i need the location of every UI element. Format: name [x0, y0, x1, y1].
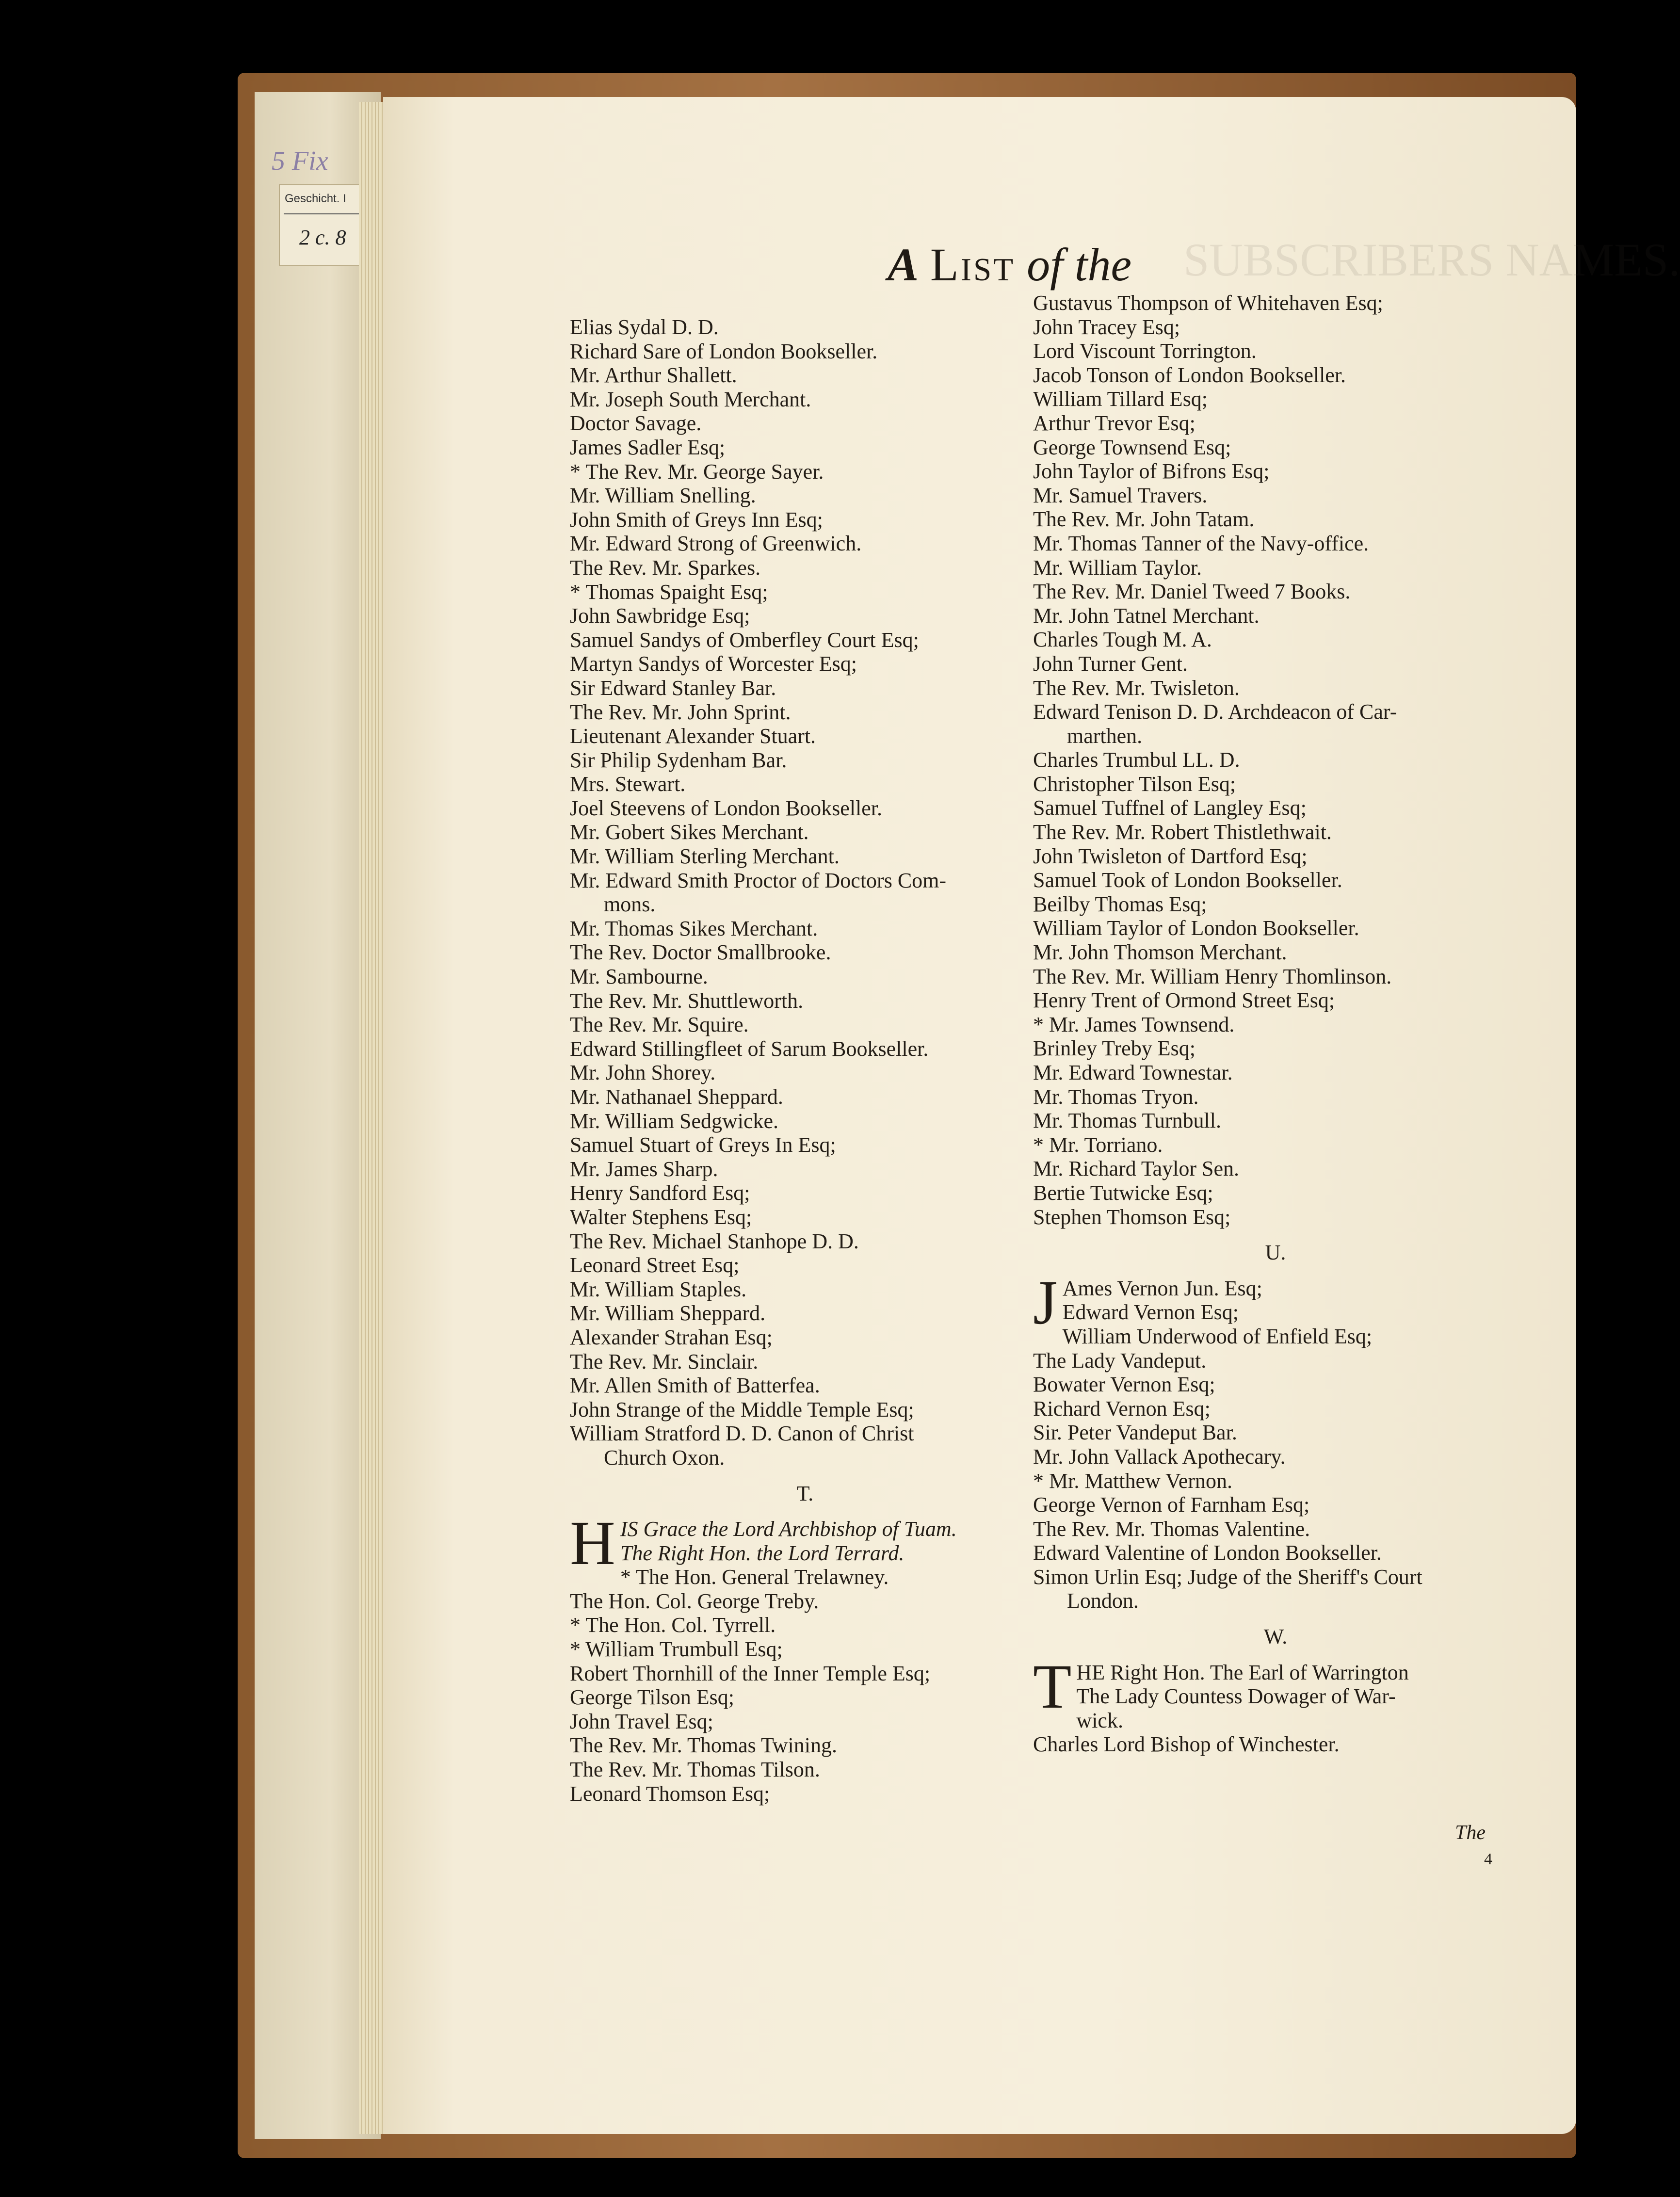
list-item: Henry Sandford Esq;: [570, 1181, 750, 1205]
list-item: Elias Sydal D. D.: [570, 315, 719, 339]
list-item: Henry Trent of Ormond Street Esq;: [1033, 988, 1335, 1013]
signature-mark: 4: [1484, 1850, 1492, 1868]
list-item: Mr. William Staples.: [570, 1277, 747, 1301]
list-item: Walter Stephens Esq;: [570, 1205, 752, 1229]
title-of-the: of the: [1027, 239, 1132, 291]
list-item: Mr. Allen Smith of Batterfea.: [570, 1373, 820, 1398]
list-item: The Rev. Mr. Robert Thistlethwait.: [1033, 820, 1332, 844]
list-item: John Tracey Esq;: [1033, 315, 1180, 339]
list-item: Jacob Tonson of London Bookseller.: [1033, 363, 1346, 387]
list-item: Samuel Sandys of Omberfley Court Esq;: [570, 628, 919, 652]
list-item: William Stratford D. D. Canon of Christ: [570, 1422, 914, 1446]
list-item: John Sawbridge Esq;: [570, 604, 750, 628]
list-item: Gustavus Thompson of Whitehaven Esq;: [1033, 291, 1383, 315]
list-item: Bowater Vernon Esq;: [1033, 1373, 1215, 1397]
list-item: Mr. Gobert Sikes Merchant.: [570, 820, 809, 844]
list-item: The Right Hon. the Lord Terrard.: [620, 1541, 905, 1565]
list-item: * The Rev. Mr. George Sayer.: [570, 459, 824, 484]
section-heading-t: T.: [796, 1481, 814, 1505]
shelf-label-line1: Geschicht. I: [285, 192, 346, 205]
list-item: Mr. William Sterling Merchant.: [570, 844, 840, 869]
list-item: Edward Vernon Esq;: [1062, 1300, 1239, 1325]
dropcap-u: J: [1033, 1267, 1058, 1338]
list-item: Mr. Thomas Tryon.: [1033, 1084, 1199, 1109]
list-item: The Rev. Mr. Sparkes.: [570, 555, 761, 580]
subscriber-list-t: [570, 1565, 1040, 1806]
list-item: Mr. Samuel Travers.: [1033, 483, 1208, 507]
list-item: Mr. William Sheppard.: [570, 1301, 766, 1325]
list-item: Edward Tenison D. D. Archdeacon of Car-: [1033, 700, 1397, 724]
list-item: wick.: [1076, 1708, 1123, 1732]
list-item: William Underwood of Enfield Esq;: [1062, 1324, 1373, 1348]
list-item: Mr. Edward Townestar.: [1033, 1061, 1233, 1084]
list-item: The Rev. Mr. Thomas Valentine.: [1033, 1517, 1310, 1541]
page-title: [888, 238, 1131, 291]
list-item: The Rev. Doctor Smallbrooke.: [570, 940, 831, 965]
list-item: John Turner Gent.: [1033, 651, 1188, 676]
list-item: Ames Vernon Jun. Esq;: [1062, 1276, 1262, 1300]
subscriber-list-s: [570, 315, 1040, 1470]
list-item: Samuel Took of London Bookseller.: [1033, 868, 1342, 892]
list-item: * The Hon. General Trelawney.: [620, 1565, 889, 1589]
list-item: Edward Valentine of London Bookseller.: [1033, 1541, 1382, 1565]
list-item: The Hon. Col. George Treby.: [570, 1589, 819, 1613]
list-item: The Lady Countess Dowager of War-: [1076, 1684, 1396, 1709]
list-item: * The Hon. Col. Tyrrell.: [570, 1613, 776, 1637]
list-item: Leonard Thomson Esq;: [570, 1781, 770, 1806]
list-item: Leonard Street Esq;: [570, 1253, 740, 1277]
list-item: IS Grace the Lord Archbishop of Tuam.: [620, 1517, 957, 1541]
list-item: Christopher Tilson Esq;: [1033, 772, 1236, 796]
list-item: Mr. William Sedgwicke.: [570, 1109, 779, 1133]
list-item: John Smith of Greys Inn Esq;: [570, 507, 823, 532]
list-item: Edward Stillingfleet of Sarum Bookseller.: [570, 1036, 929, 1061]
column-left: [570, 315, 1040, 1806]
list-item: Mr. Arthur Shallett.: [570, 363, 737, 388]
list-item: The Rev. Michael Stanhope D. D.: [570, 1229, 859, 1253]
list-item: Church Oxon.: [604, 1445, 725, 1470]
list-item: Mr. Sambourne.: [570, 965, 708, 989]
list-item: Sir Philip Sydenham Bar.: [570, 748, 787, 772]
list-item: Samuel Tuffnel of Langley Esq;: [1033, 796, 1307, 820]
list-item: James Sadler Esq;: [570, 435, 726, 459]
list-item: Robert Thornhill of the Inner Temple Esq;: [570, 1661, 931, 1685]
list-item: Lord Viscount Torrington.: [1033, 339, 1257, 363]
list-item: Richard Sare of London Bookseller.: [570, 339, 878, 363]
list-item: Mr. Thomas Turnbull.: [1033, 1109, 1221, 1133]
list-item: * Mr. Torriano.: [1033, 1132, 1163, 1157]
list-item: Mr. Joseph South Merchant.: [570, 387, 811, 411]
list-item: Bertie Tutwicke Esq;: [1033, 1180, 1213, 1205]
list-item: John Strange of the Middle Temple Esq;: [570, 1397, 914, 1422]
dropcap-w: T: [1033, 1651, 1072, 1722]
list-item: Charles Lord Bishop of Winchester.: [1033, 1732, 1340, 1757]
list-item: George Townsend Esq;: [1033, 435, 1231, 459]
list-item: The Lady Vandeput.: [1033, 1348, 1207, 1373]
list-item: marthen.: [1067, 724, 1143, 748]
list-item: The Rev. Mr. Thomas Tilson.: [570, 1758, 820, 1782]
list-item: London.: [1067, 1589, 1139, 1613]
list-item: Mr. Edward Strong of Greenwich.: [570, 532, 862, 556]
list-item: * William Trumbull Esq;: [570, 1637, 783, 1662]
list-item: Stephen Thomson Esq;: [1033, 1205, 1231, 1229]
list-item: The Rev. Mr. William Henry Thomlinson.: [1033, 964, 1392, 988]
list-item: John Travel Esq;: [570, 1709, 713, 1733]
list-item: Arthur Trevor Esq;: [1033, 411, 1195, 435]
list-item: John Twisleton of Dartford Esq;: [1033, 844, 1308, 868]
list-item: Mr. John Shorey.: [570, 1061, 716, 1085]
list-item: George Tilson Esq;: [570, 1685, 735, 1710]
subscriber-list-u: [1033, 1325, 1518, 1613]
list-item: Mr. Thomas Sikes Merchant.: [570, 916, 818, 940]
list-item: Lieutenant Alexander Stuart.: [570, 724, 816, 748]
list-item: Mr. Nathanael Sheppard.: [570, 1085, 783, 1109]
list-item: William Taylor of London Bookseller.: [1033, 916, 1359, 940]
list-item: * Thomas Spaight Esq;: [570, 580, 768, 604]
list-item: Brinley Treby Esq;: [1033, 1036, 1195, 1061]
list-item: Sir Edward Stanley Bar.: [570, 676, 776, 700]
list-item: Alexander Strahan Esq;: [570, 1325, 773, 1349]
list-item: The Rev. Mr. Squire.: [570, 1013, 749, 1037]
list-item: Mr. William Snelling.: [570, 484, 756, 508]
list-item: * Mr. Matthew Vernon.: [1033, 1469, 1233, 1493]
spine-scrawl: 5 Fix: [272, 146, 328, 176]
list-item: Charles Tough M. A.: [1033, 628, 1212, 652]
dropcap-t: H: [570, 1508, 615, 1579]
list-item: Mr. Edward Smith Proctor of Doctors Com-: [570, 868, 947, 892]
list-item: William Tillard Esq;: [1033, 387, 1208, 411]
list-item: Mr. William Taylor.: [1033, 555, 1202, 580]
title-a: A: [888, 239, 919, 291]
list-item: mons.: [604, 892, 656, 917]
list-item: George Vernon of Farnham Esq;: [1033, 1493, 1310, 1517]
list-item: Doctor Savage.: [570, 411, 702, 436]
list-item: HE Right Hon. The Earl of Warrington: [1076, 1660, 1409, 1684]
list-item: John Taylor of Bifrons Esq;: [1033, 459, 1270, 484]
list-item: The Rev. Mr. Daniel Tweed 7 Books.: [1033, 580, 1351, 604]
list-item: The Rev. Mr. John Tatam.: [1033, 507, 1255, 532]
list-item: Mr. John Tatnel Merchant.: [1033, 603, 1260, 628]
list-item: Martyn Sandys of Worcester Esq;: [570, 652, 857, 676]
catchword: The: [1455, 1822, 1486, 1844]
list-item: Mr. John Vallack Apothecary.: [1033, 1444, 1286, 1469]
list-item: Samuel Stuart of Greys In Esq;: [570, 1133, 836, 1157]
list-item: The Rev. Mr. Twisleton.: [1033, 676, 1240, 700]
section-heading-w: W.: [1263, 1625, 1288, 1649]
list-item: Mrs. Stewart.: [570, 772, 686, 796]
section-heading-u: U.: [1265, 1241, 1286, 1265]
showthrough-text: SUBSCRIBERS NAMES.: [1183, 234, 1680, 286]
list-item: Mr. Richard Taylor Sen.: [1033, 1157, 1240, 1181]
subscriber-list-w: [1033, 1709, 1518, 1757]
list-item: Mr. John Thomson Merchant.: [1033, 940, 1287, 965]
subscriber-list-t-cont: [1033, 291, 1518, 1229]
list-item: The Rev. Mr. John Sprint.: [570, 700, 791, 724]
list-item: The Rev. Mr. Shuttleworth.: [570, 988, 804, 1013]
list-item: Joel Steevens of London Bookseller.: [570, 796, 883, 820]
list-item: Richard Vernon Esq;: [1033, 1396, 1211, 1421]
list-item: Simon Urlin Esq; Judge of the Sheriff's Court: [1033, 1565, 1422, 1589]
list-item: The Rev. Mr. Thomas Twining.: [570, 1733, 837, 1758]
list-item: Mr. Thomas Tanner of the Navy-office.: [1033, 531, 1369, 555]
shelf-label-line2: 2 c. 8: [299, 226, 346, 249]
list-item: Mr. James Sharp.: [570, 1157, 718, 1181]
list-item: Beilby Thomas Esq;: [1033, 892, 1207, 916]
title-list: List: [930, 239, 1016, 291]
list-item: Charles Trumbul LL. D.: [1033, 748, 1240, 772]
list-item: The Rev. Mr. Sinclair.: [570, 1349, 759, 1373]
list-item: * Mr. James Townsend.: [1033, 1012, 1235, 1036]
column-right: [1033, 291, 1518, 1757]
list-item: Sir. Peter Vandeput Bar.: [1033, 1421, 1237, 1445]
